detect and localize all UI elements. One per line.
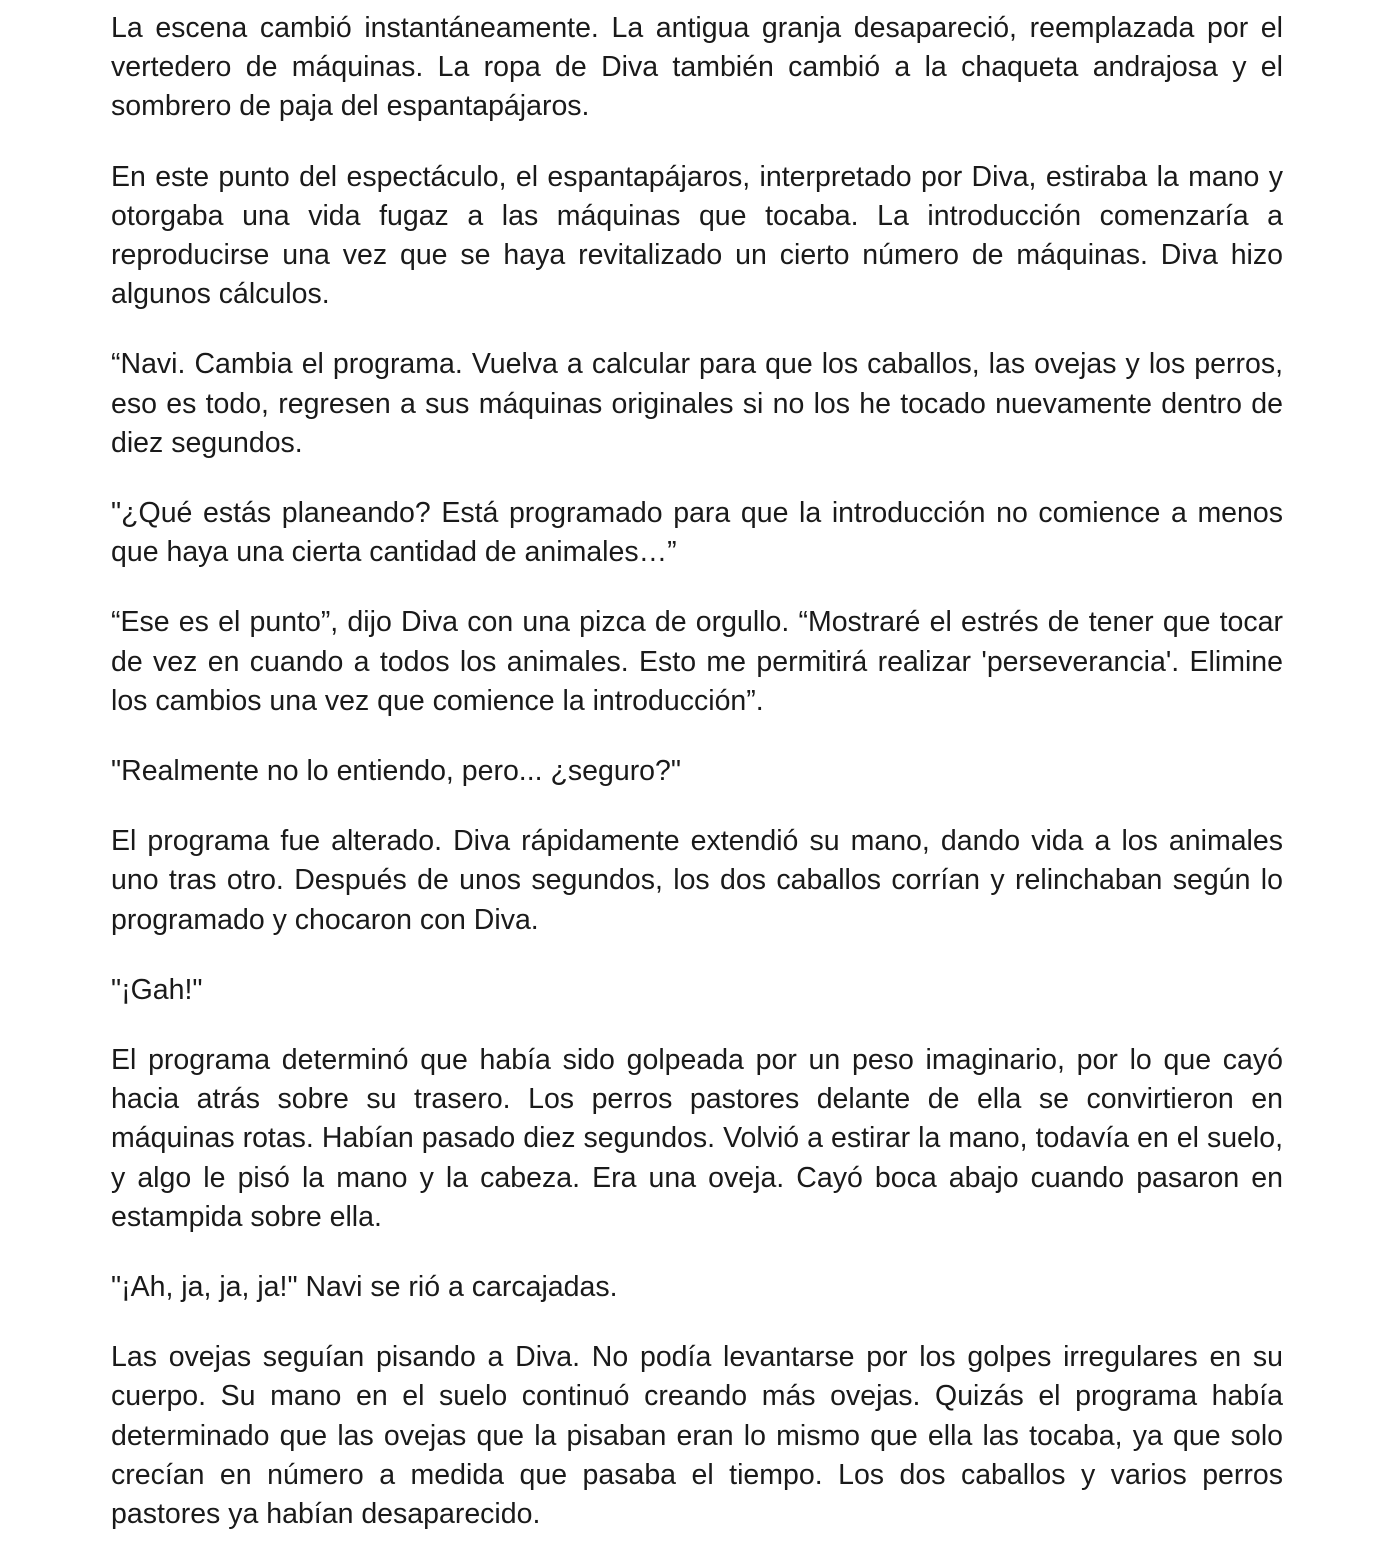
- paragraph-7: El programa fue alterado. Diva rápidamente extendió su mano, dando vida a los animales uno tras otro. Después de unos segundos, los dos caballos corrían y relinchaban según lo programado y chocaron con Diva.: [111, 825, 1283, 936]
- paragraph-5: “Ese es el punto”, dijo Diva con una pizca de orgullo. “Mostraré el estrés de tener que tocar de vez en cuando a todos los animales. Esto me permitirá realizar 'perseverancia'. Elimine los cambios una vez que comience la introducción”.: [111, 606, 1283, 717]
- document-page: [111, 9, 1283, 1534]
- paragraph-4: "¿Qué estás planeando? Está programado para que la introducción no comience a menos que haya una cierta cantidad de animales…”: [111, 497, 1283, 569]
- paragraph-8: "¡Gah!": [111, 973, 203, 1006]
- paragraph-11: Las ovejas seguían pisando a Diva. No podía levantarse por los golpes irregulares en su cuerpo. Su mano en el suelo continuó creando más ovejas. Quizás el programa había determinado que las ovejas que la pisaban eran lo mismo que ella las tocaba, ya que solo crecían en número a medida que pasaba el tiempo. Los dos caballos y varios perros pastores ya habían desaparecido.: [111, 1341, 1283, 1531]
- paragraph-2: En este punto del espectáculo, el espantapájaros, interpretado por Diva, estiraba la mano y otorgaba una vida fugaz a las máquinas que tocaba. La introducción comenzaría a reproducirse una vez que se haya revitalizado un cierto número de máquinas. Diva hizo algunos cálculos.: [111, 160, 1283, 311]
- paragraph-6: "Realmente no lo entiendo, pero... ¿seguro?": [111, 755, 681, 788]
- paragraph-9: El programa determinó que había sido golpeada por un peso imaginario, por lo que cayó hacia atrás sobre su trasero. Los perros pastores delante de ella se convirtieron en máquinas rotas. Habían pasado diez segundos. Volvió a estirar la mano, todavía en el suelo, y algo le pisó la mano y la cabeza. Era una oveja. Cayó boca abajo cuando pasaron en estampida sobre ella.: [111, 1044, 1283, 1233]
- paragraph-10: "¡Ah, ja, ja, ja!" Navi se rió a carcajadas.: [111, 1271, 618, 1304]
- paragraph-3: “Navi. Cambia el programa. Vuelva a calcular para que los caballos, las ovejas y los perros, eso es todo, regresen a sus máquinas originales si no los he tocado nuevamente dentro de diez segundos.: [111, 348, 1283, 459]
- paragraph-1: La escena cambió instantáneamente. La antigua granja desapareció, reemplazada por el vertedero de máquinas. La ropa de Diva también cambió a la chaqueta andrajosa y el sombrero de paja del espantapájaros.: [111, 12, 1283, 123]
